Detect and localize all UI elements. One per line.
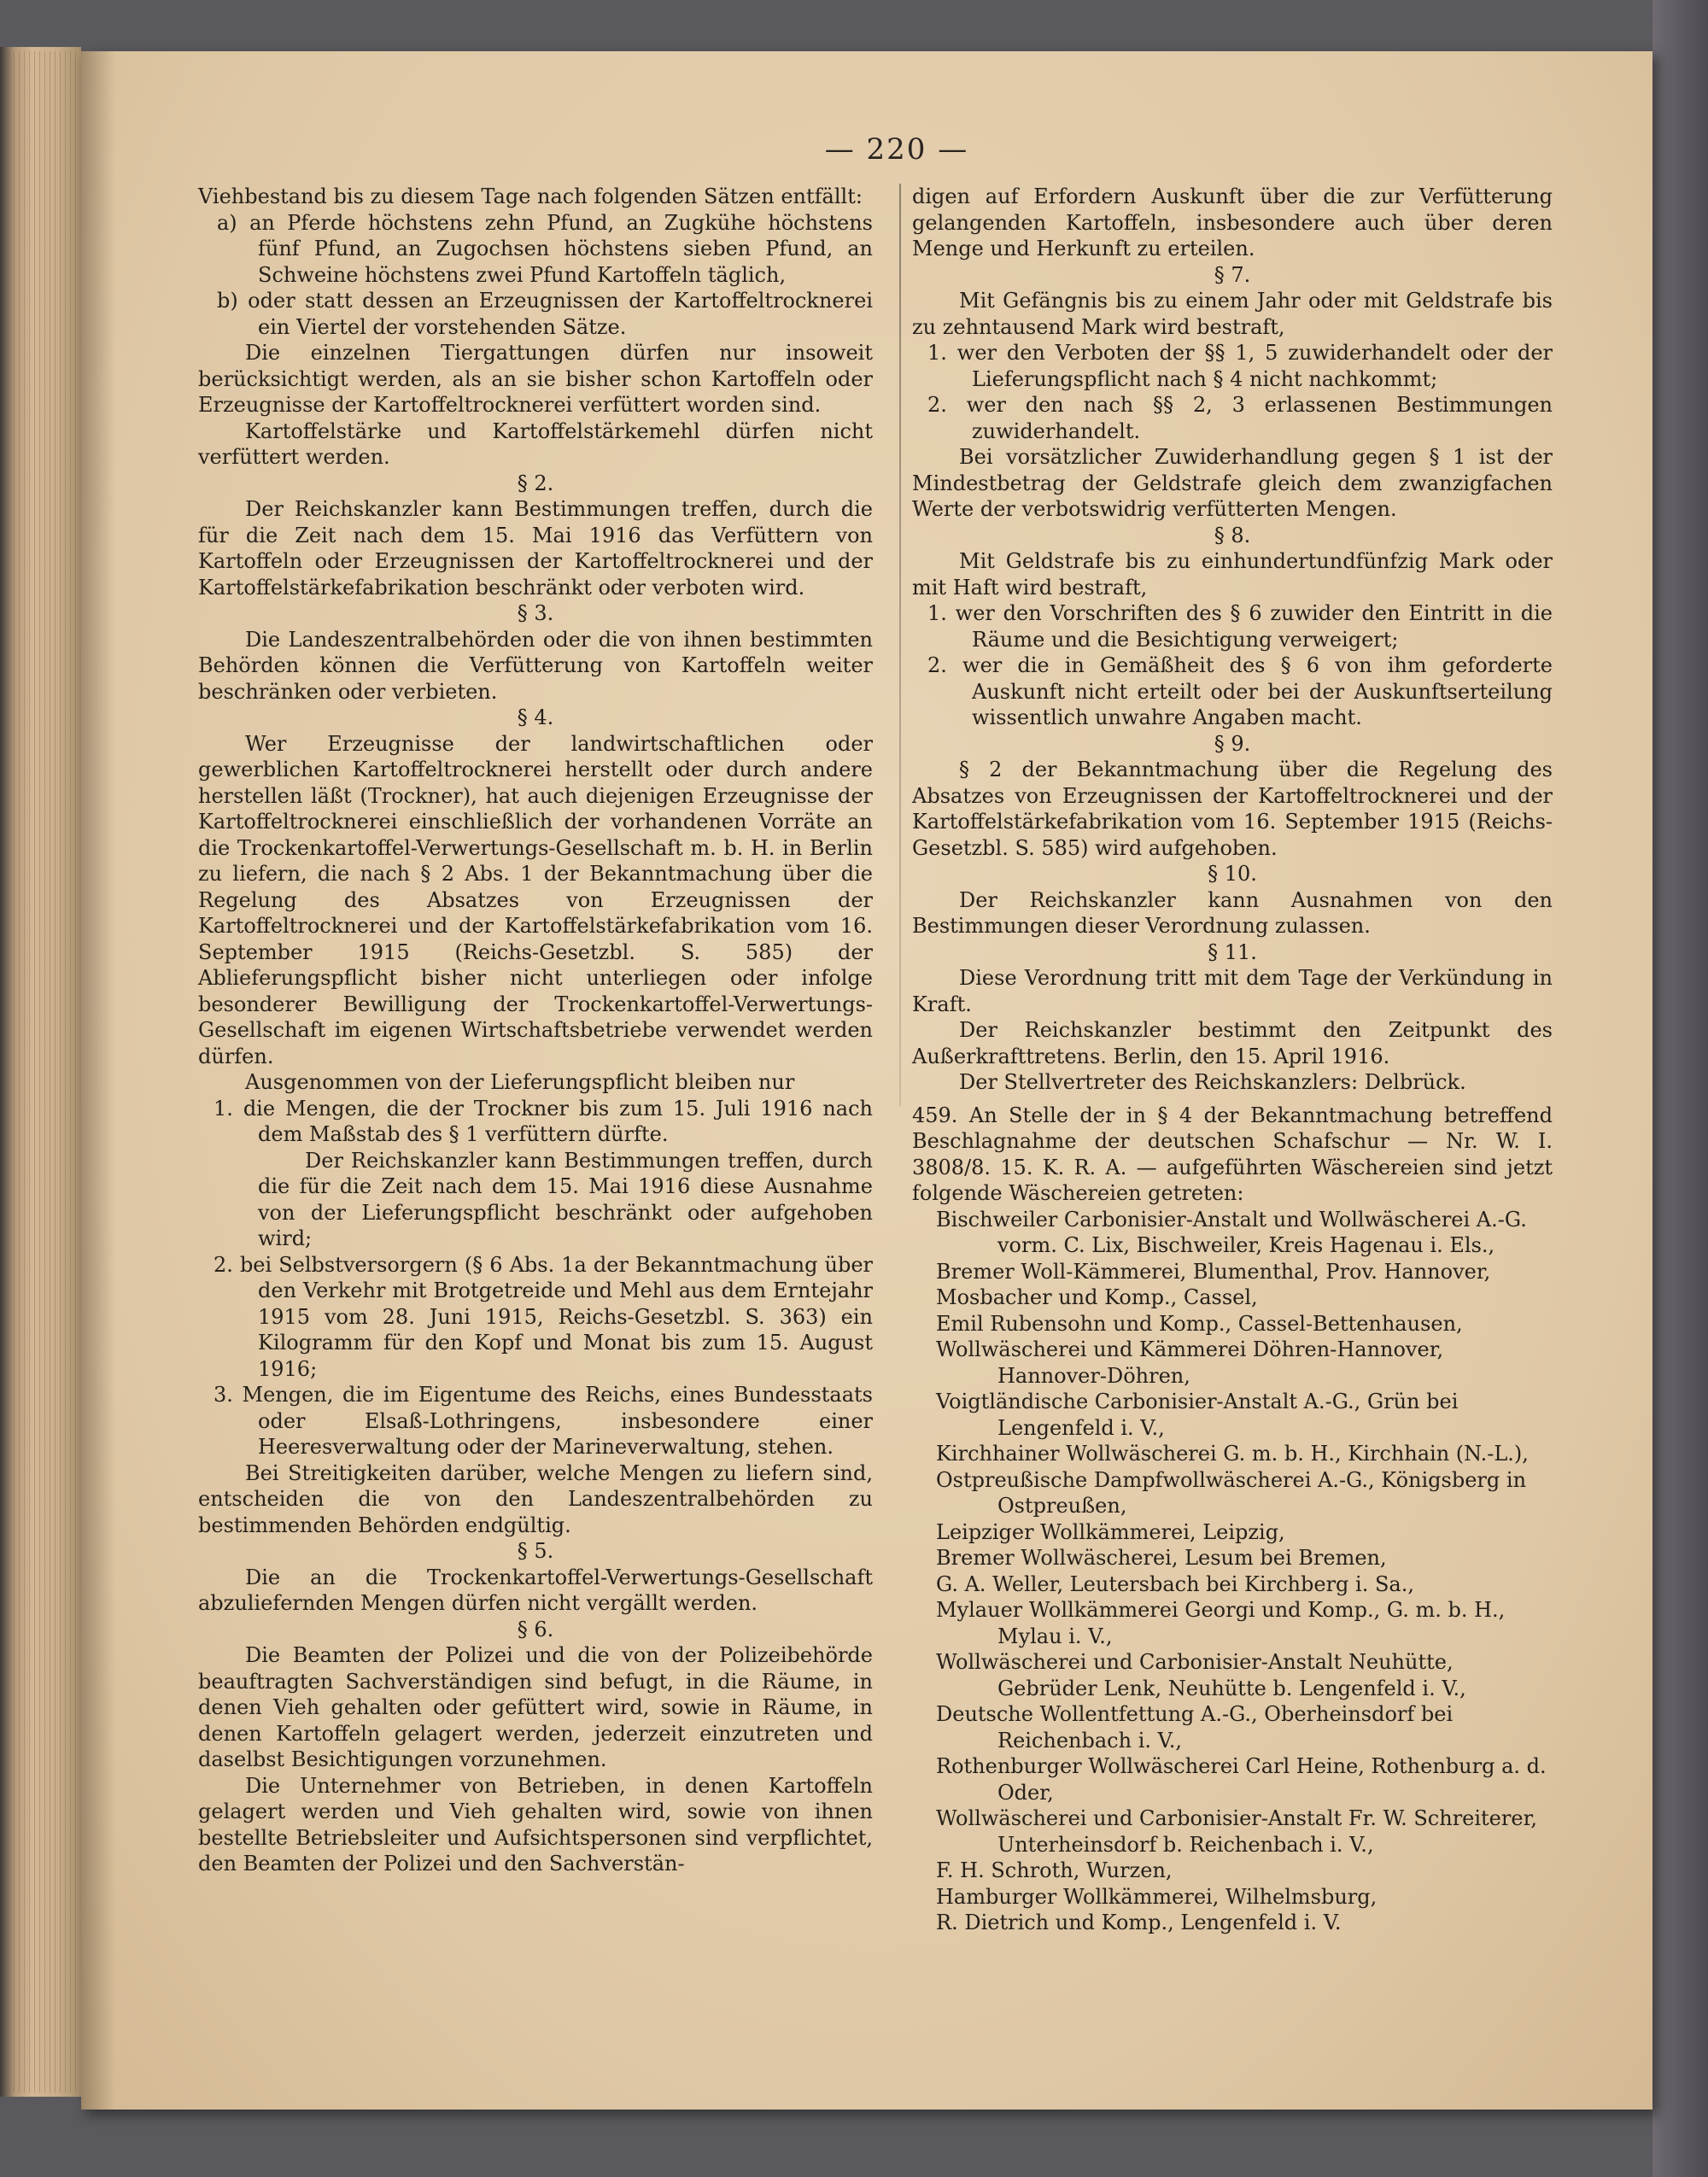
book-cover-edge	[1652, 0, 1708, 2177]
paragraph: § 2 der Bekanntmachung über die Regelung des Absatzes von Erzeugnissen der Kartoffeltrocknerei und der Kartoffelstärkefabrikation vom 16. September 1915 (Reichs-Gesetzbl. S. 585) wird aufgehoben.	[912, 758, 1553, 860]
section-heading: § 11.	[1208, 939, 1257, 964]
paragraph: Der Reichskanzler kann Bestimmungen treffen, durch die für die Zeit nach dem 15. Mai 1916 das Verfüttern von Kartoffeln oder Erzeugnissen der Kartoffeltrocknerei und der Kartoffelstärkefabrikation beschränkt oder verboten wird.	[198, 497, 873, 600]
list-item: Kirchhainer Wollwäscherei G. m. b. H., Kirchhain (N.-L.),	[936, 1442, 1529, 1466]
section-heading: § 8.	[1214, 523, 1251, 547]
list-item: Mosbacher und Komp., Cassel,	[936, 1285, 1258, 1309]
list-item: 2. wer die in Gemäßheit des § 6 von ihm geforderte Auskunft nicht erteilt oder bei der Auskunftserteilung wissentlich unwahre Angaben macht.	[927, 653, 1553, 729]
list-item: Leipziger Wollkämmerei, Leipzig,	[936, 1519, 1285, 1544]
section-heading: § 9.	[1214, 731, 1251, 756]
list-item: Wollwäscherei und Kämmerei Döhren-Hannover, Hannover-Döhren,	[936, 1337, 1444, 1388]
list-item: Wollwäscherei und Carbonisier-Anstalt Neuhütte, Gebrüder Lenk, Neuhütte b. Lengenfeld i. V.,	[936, 1650, 1466, 1700]
list-item: R. Dietrich und Komp., Lengenfeld i. V.	[936, 1911, 1342, 1934]
paragraph: Viehbestand bis zu diesem Tage nach folgenden Sätzen entfällt:	[198, 184, 863, 208]
list-item: Bischweiler Carbonisier-Anstalt und Wollwäscherei A.-G. vorm. C. Lix, Bischweiler, Kreis Hagenau i. Els.,	[936, 1207, 1527, 1257]
list-item: Bremer Woll-Kämmerei, Blumenthal, Prov. Hannover,	[936, 1259, 1491, 1284]
section-heading: § 10.	[1208, 862, 1257, 886]
section-heading: § 2.	[517, 471, 554, 495]
paragraph: Mit Geldstrafe bis zu einhundertundfünfzig Mark oder mit Haft wird bestraft,	[912, 549, 1553, 600]
section-heading: § 3.	[517, 601, 554, 625]
page-number: — 220 —	[824, 132, 969, 167]
paragraph: Ausgenommen von der Lieferungspflicht bleiben nur	[245, 1070, 795, 1094]
paragraph: Bei Streitigkeiten darüber, welche Mengen zu liefern sind, entscheiden die von den Landeszentralbehörden zu bestimmenden Behörden endgültig.	[198, 1460, 873, 1537]
list-item: a) an Pferde höchstens zehn Pfund, an Zugkühe höchstens fünf Pfund, an Zugochsen höchstens sieben Pfund, an Schweine höchstens zwei Pfund Kartoffeln täglich,	[217, 210, 873, 287]
list-item: Ostpreußische Dampfwollwäscherei A.-G., Königsberg in Ostpreußen,	[936, 1467, 1527, 1518]
list-item: Deutsche Wollentfettung A.-G., Oberheinsdorf bei Reichenbach i. V.,	[936, 1702, 1454, 1753]
list-item: 1. die Mengen, die der Trockner bis zum 15. Juli 1916 nach dem Maßstab des § 1 verfüttern dürfte.	[214, 1096, 873, 1146]
paragraph: Der Reichskanzler kann Bestimmungen treffen, durch die für die Zeit nach dem 15. Mai 1916 diese Ausnahme von der Lieferungspflicht beschränkt oder aufgehoben wird;	[258, 1148, 873, 1250]
section-heading: § 5.	[517, 1539, 554, 1563]
paragraph: Die Landeszentralbehörden oder die von ihnen bestimmten Behörden können die Verfütterung von Kartoffeln weiter beschränken oder verbieten.	[198, 627, 873, 704]
list-item: Bremer Wollwäscherei, Lesum bei Bremen,	[936, 1546, 1387, 1570]
left-column	[198, 184, 873, 1877]
list-item: F. H. Schroth, Wurzen,	[936, 1858, 1173, 1882]
list-item: Voigtländische Carbonisier-Anstalt A.-G., Grün bei Lengenfeld i. V.,	[936, 1390, 1459, 1440]
paragraph: Mit Gefängnis bis zu einem Jahr oder mit Geldstrafe bis zu zehntausend Mark wird bestraft,	[912, 289, 1553, 339]
section-heading: § 4.	[517, 705, 554, 729]
gutter-shadow	[81, 51, 115, 2110]
list-item: 2. bei Selbstversorgern (§ 6 Abs. 1a der Bekanntmachung über den Verkehr mit Brotgetreide und Mehl aus dem Erntejahr 1915 vom 28. Juni 1915, Reichs-Gesetzbl. S. 363) ein Kilogramm für den Kopf und Monat bis zum 15. August 1916;	[214, 1252, 873, 1381]
paragraph: Die einzelnen Tiergattungen dürfen nur insoweit berücksichtigt werden, als an sie bisher schon Kartoffeln oder Erzeugnisse der Kartoffeltrocknerei verfüttert worden sind.	[198, 341, 873, 417]
paragraph: Wer Erzeugnisse der landwirtschaftlichen oder gewerblichen Kartoffeltrocknerei herstellt oder durch andere herstellen läßt (Trockner), hat auch diejenigen Erzeugnisse der Kartoffeltrocknerei einschließlich der vorhandenen Vorräte an die Trockenkartoffel-Verwertungs-Gesellschaft m. b. H. in Berlin zu liefern, die nach § 2 Abs. 1 der Bekanntmachung über die Regelung des Absatzes von Erzeugnissen der Kartoffeltrocknerei und der Kartoffelstärkefabrikation vom 16. September 1915 (Reichs-Gesetzbl. S. 585) der Ablieferungspflicht bisher nicht unterliegen oder infolge besonderer Bewilligung der Trockenkartoffel-Verwertungs-Gesellschaft im eigenen Wirtschaftsbetriebe verwendet werden dürfen.	[198, 731, 873, 1068]
list-item: 1. wer den Vorschriften des § 6 zuwider den Eintritt in die Räume und die Besichtigung verweigert;	[927, 601, 1553, 652]
list-item: G. A. Weller, Leutersbach bei Kirchberg i. Sa.,	[936, 1571, 1414, 1596]
paragraph: Diese Verordnung tritt mit dem Tage der Verkündung in Kraft.	[912, 966, 1553, 1016]
list-item: 3. Mengen, die im Eigentume des Reichs, eines Bundesstaats oder Elsaß-Lothringens, insbesondere einer Heeresverwaltung oder der Marineverwaltung, stehen.	[214, 1383, 873, 1459]
numbered-notice: 459. An Stelle der in § 4 der Bekanntmachung betreffend Beschlagnahme der deutschen Schafschur — Nr. W. I. 3808/8. 15. K. R. A. — aufgeführten Wäschereien sind jetzt folgende Wäschereien getreten:	[912, 1103, 1553, 1205]
paragraph: Die an die Trockenkartoffel-Verwertungs-Gesellschaft abzuliefernden Mengen dürfen nicht vergällt werden.	[198, 1565, 873, 1615]
page-edge-lines	[9, 51, 79, 2092]
paragraph: digen auf Erfordern Auskunft über die zur Verfütterung gelangenden Kartoffeln, insbesondere auch über deren Menge und Herkunft zu erteilen.	[912, 184, 1553, 260]
list-item: b) oder statt dessen an Erzeugnissen der Kartoffeltrocknerei ein Viertel der vorstehenden Sätze.	[217, 289, 873, 339]
right-column	[912, 184, 1553, 1936]
list-item: 2. wer den nach §§ 2, 3 erlassenen Bestimmungen zuwiderhandelt.	[927, 393, 1553, 443]
paragraph: Der Reichskanzler kann Ausnahmen von den Bestimmungen dieser Verordnung zulassen.	[912, 887, 1553, 938]
paragraph: Bei vorsätzlicher Zuwiderhandlung gegen § 1 ist der Mindestbetrag der Geldstrafe gleich dem zwanzigfachen Werte der verbotswidrig verfütterten Mengen.	[912, 445, 1553, 521]
paragraph: Kartoffelstärke und Kartoffelstärkemehl dürfen nicht verfüttert werden.	[198, 418, 873, 469]
list-item: Mylauer Wollkämmerei Georgi und Komp., G. m. b. H., Mylau i. V.,	[936, 1598, 1506, 1648]
list-item: Emil Rubensohn und Komp., Cassel-Bettenhausen,	[936, 1311, 1463, 1336]
list-item: 1. wer den Verboten der §§ 1, 5 zuwiderhandelt oder der Lieferungspflicht nach § 4 nicht nachkommt;	[927, 341, 1553, 391]
section-heading: § 7.	[1214, 262, 1251, 287]
column-divider	[899, 184, 901, 1106]
list-item: Hamburger Wollkämmerei, Wilhelmsburg,	[936, 1884, 1378, 1909]
list-item: Wollwäscherei und Carbonisier-Anstalt Fr. W. Schreiterer, Unterheinsdorf b. Reichenbach i. V.,	[936, 1806, 1538, 1857]
signature-line: Der Stellvertreter des Reichskanzlers: Delbrück.	[959, 1070, 1466, 1094]
paragraph: Der Reichskanzler bestimmt den Zeitpunkt des Außerkrafttretens. Berlin, den 15. April 1916.	[912, 1018, 1553, 1068]
list-item: Rothenburger Wollwäscherei Carl Heine, Rothenburg a. d. Oder,	[936, 1754, 1547, 1805]
paragraph: Die Beamten der Polizei und die von der Polizeibehörde beauftragten Sachverständigen sind befugt, in die Räume, in denen Vieh gehalten oder gefüttert wird, sowie in Räume, in denen Kartoffeln gelagert werden, jederzeit einzutreten und daselbst Besichtigungen vorzunehmen.	[198, 1643, 873, 1771]
section-heading: § 6.	[517, 1617, 554, 1642]
paragraph: Die Unternehmer von Betrieben, in denen Kartoffeln gelagert werden und Vieh gehalten wird, sowie von ihnen bestellte Betriebsleiter und Aufsichtspersonen sind verpflichtet, den Beamten der Polizei und den Sachverstän-	[198, 1773, 873, 1876]
